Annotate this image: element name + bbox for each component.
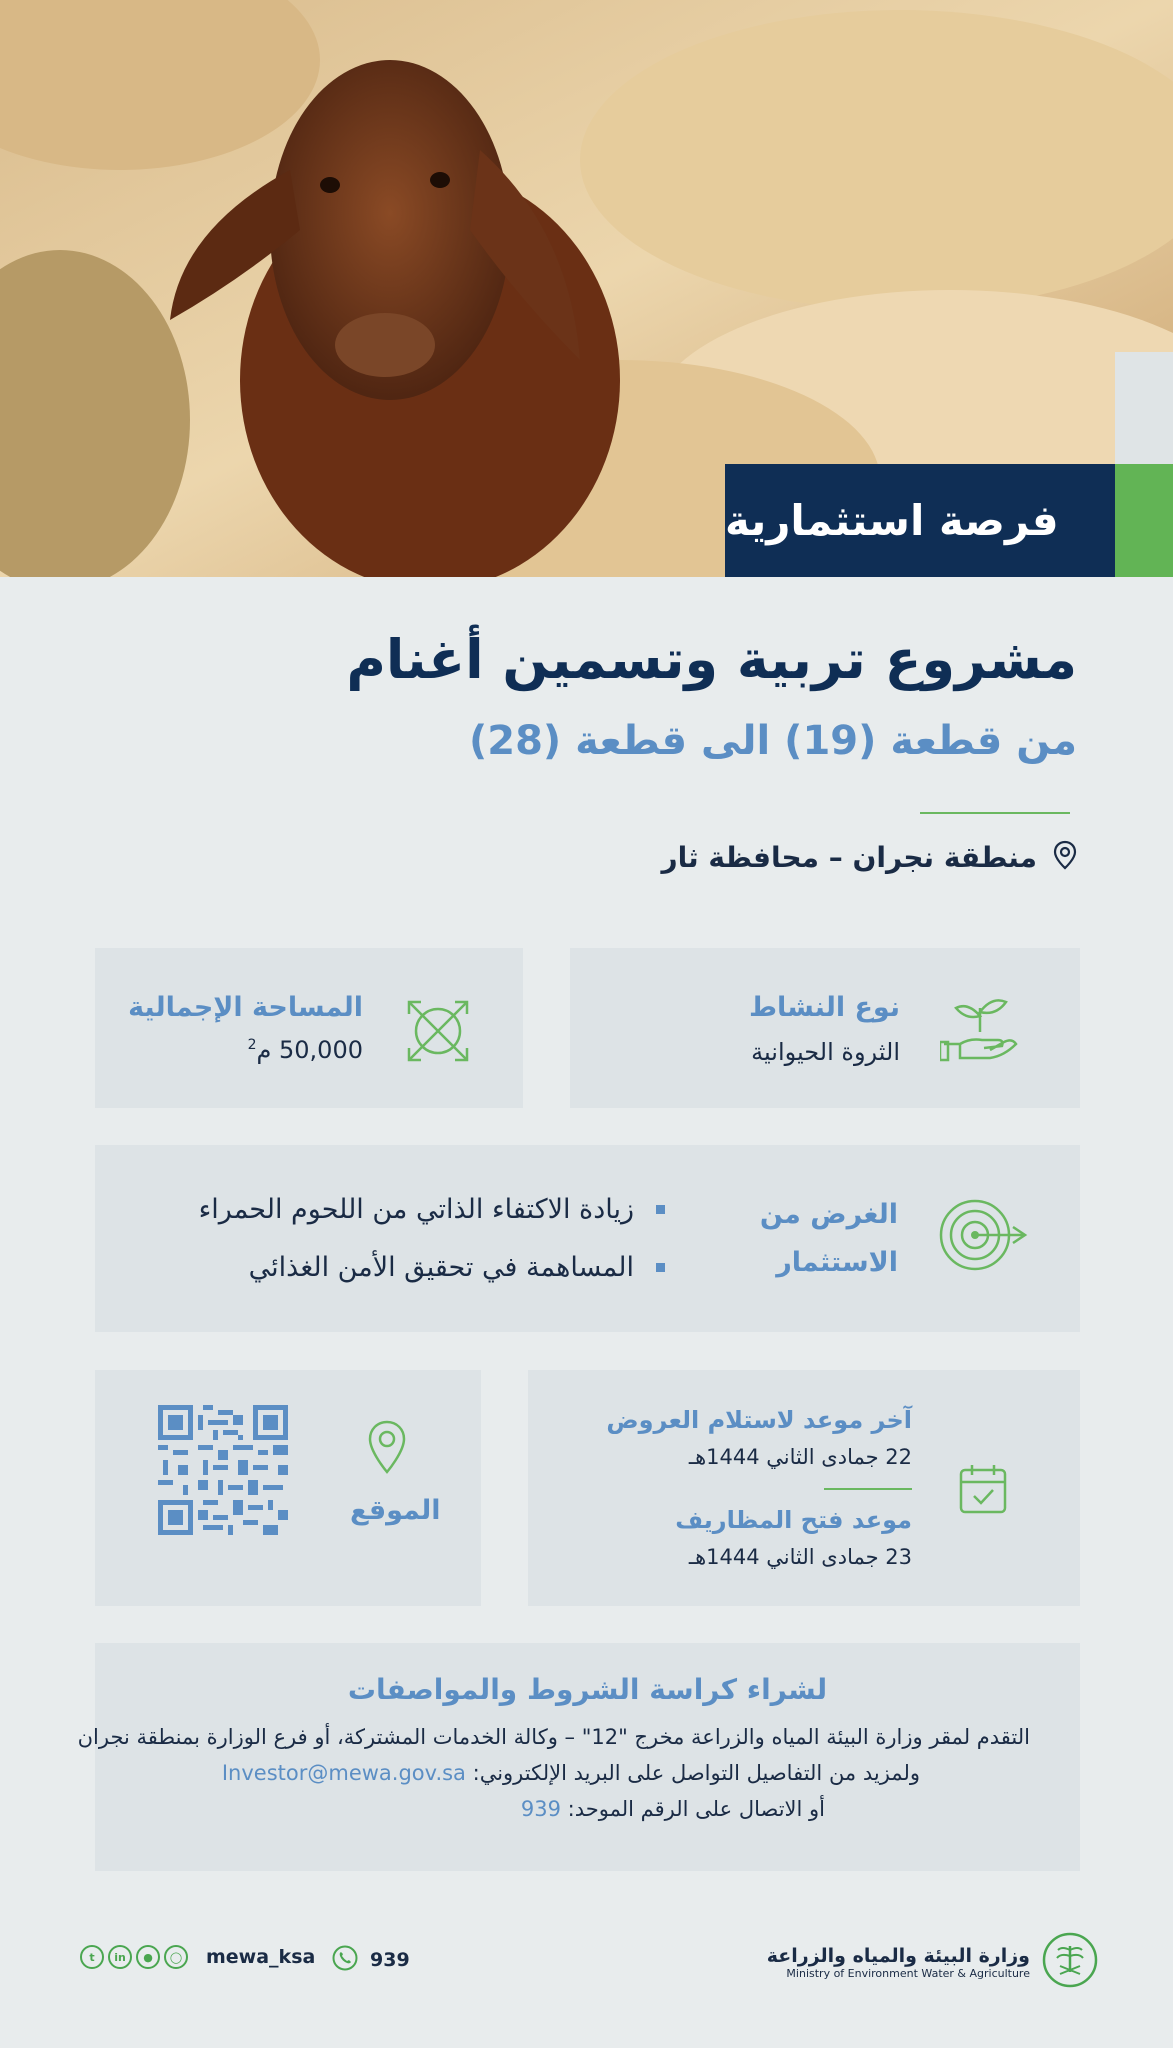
booklet-line2 — [222, 1761, 920, 1785]
bullet-square — [656, 1205, 665, 1214]
activity-value: الثروة الحيوانية — [751, 1038, 900, 1066]
purpose-list — [199, 1180, 665, 1296]
footer-phone-number[interactable]: 939 — [370, 1949, 410, 1971]
booklet-line3-prefix: أو الاتصال على الرقم الموحد: — [561, 1797, 825, 1821]
dates-divider — [824, 1488, 912, 1490]
purpose-title-line2: الاستثمار — [776, 1247, 898, 1278]
area-value — [248, 1036, 363, 1064]
purpose-title-line1: الغرض من — [759, 1199, 898, 1230]
footer-social — [80, 1945, 315, 1969]
purpose-item — [199, 1180, 665, 1238]
project-title: مشروع تربية وتسمين أغنام — [346, 628, 1077, 691]
area-number: 50,000 م — [256, 1036, 363, 1064]
ministry-name-ar: وزارة البيئة والمياه والزراعة — [766, 1944, 1030, 1967]
qr-code[interactable] — [158, 1405, 288, 1539]
site-card[interactable] — [95, 1370, 481, 1606]
project-subtitle: من قطعة (19) الى قطعة (28) — [468, 718, 1077, 764]
phone-link[interactable]: 939 — [520, 1797, 561, 1821]
expand-area-icon — [405, 998, 471, 1068]
hero-accent-green — [1115, 464, 1173, 577]
site-label: الموقع — [350, 1495, 441, 1526]
activity-title: نوع النشاط — [749, 992, 900, 1023]
purpose-item — [199, 1238, 665, 1296]
activity-card — [570, 948, 1080, 1108]
email-link[interactable]: Investor@mewa.gov.sa — [221, 1761, 466, 1785]
ministry-name-en: Ministry of Environment Water & Agriculture — [786, 1966, 1030, 1980]
area-title: المساحة الإجمالية — [128, 992, 363, 1023]
opening-value: 23 جمادى الثاني 1444هـ — [688, 1545, 912, 1569]
hero-label: فرصة استثمارية — [725, 464, 1115, 577]
area-card — [95, 948, 523, 1108]
bullet-square — [656, 1263, 665, 1272]
calendar-check-icon — [958, 1462, 1008, 1520]
ministry-names — [767, 1945, 1030, 1980]
map-pin-icon — [1053, 840, 1077, 874]
location-pin-icon — [367, 1420, 407, 1478]
booklet-card — [77, 1643, 1080, 1871]
opening-title: موعد فتح المظاريف — [675, 1506, 912, 1534]
purpose-card — [95, 1145, 1080, 1332]
ministry-logo — [767, 1932, 1098, 1992]
footer-phone — [332, 1945, 410, 1975]
deadline-title: آخر موعد لاستلام العروض — [606, 1406, 912, 1434]
booklet-title: لشراء كراسة الشروط والمواصفات — [347, 1673, 828, 1706]
linkedin-icon[interactable]: in — [108, 1945, 132, 1969]
deadline-value: 22 جمادى الثاني 1444هـ — [688, 1445, 912, 1469]
booklet-line1: التقدم لمقر وزارة البيئة المياه والزراعة مخرج "12" – وكالة الخدمات المشتركة، أو فرع الوزارة بمنطقة نجران — [77, 1725, 1030, 1749]
hero-accent-grey — [1115, 352, 1173, 464]
dates-card — [528, 1370, 1080, 1606]
booklet-line3 — [521, 1797, 825, 1821]
social-handle[interactable]: mewa_ksa — [206, 1946, 316, 1968]
instagram-icon[interactable]: ◯ — [164, 1945, 188, 1969]
location-text: منطقة نجران – محافظة ثار — [661, 840, 1037, 874]
twitter-icon[interactable]: t — [80, 1945, 104, 1969]
plant-hand-icon — [940, 994, 1020, 1068]
snapchat-icon[interactable]: ● — [136, 1945, 160, 1969]
project-location — [661, 840, 1077, 874]
phone-icon — [332, 1945, 358, 1975]
title-divider — [920, 812, 1070, 814]
area-unit-sup: 2 — [247, 1037, 257, 1053]
ministry-emblem-icon — [1042, 1932, 1098, 1992]
booklet-line2-prefix: ولمزيد من التفاصيل التواصل على البريد الإلكتروني: — [465, 1761, 920, 1785]
purpose-item-text: زيادة الاكتفاء الذاتي من اللحوم الحمراء — [198, 1193, 634, 1225]
target-icon — [935, 1195, 1029, 1279]
purpose-item-text: المساهمة في تحقيق الأمن الغذائي — [248, 1251, 634, 1283]
